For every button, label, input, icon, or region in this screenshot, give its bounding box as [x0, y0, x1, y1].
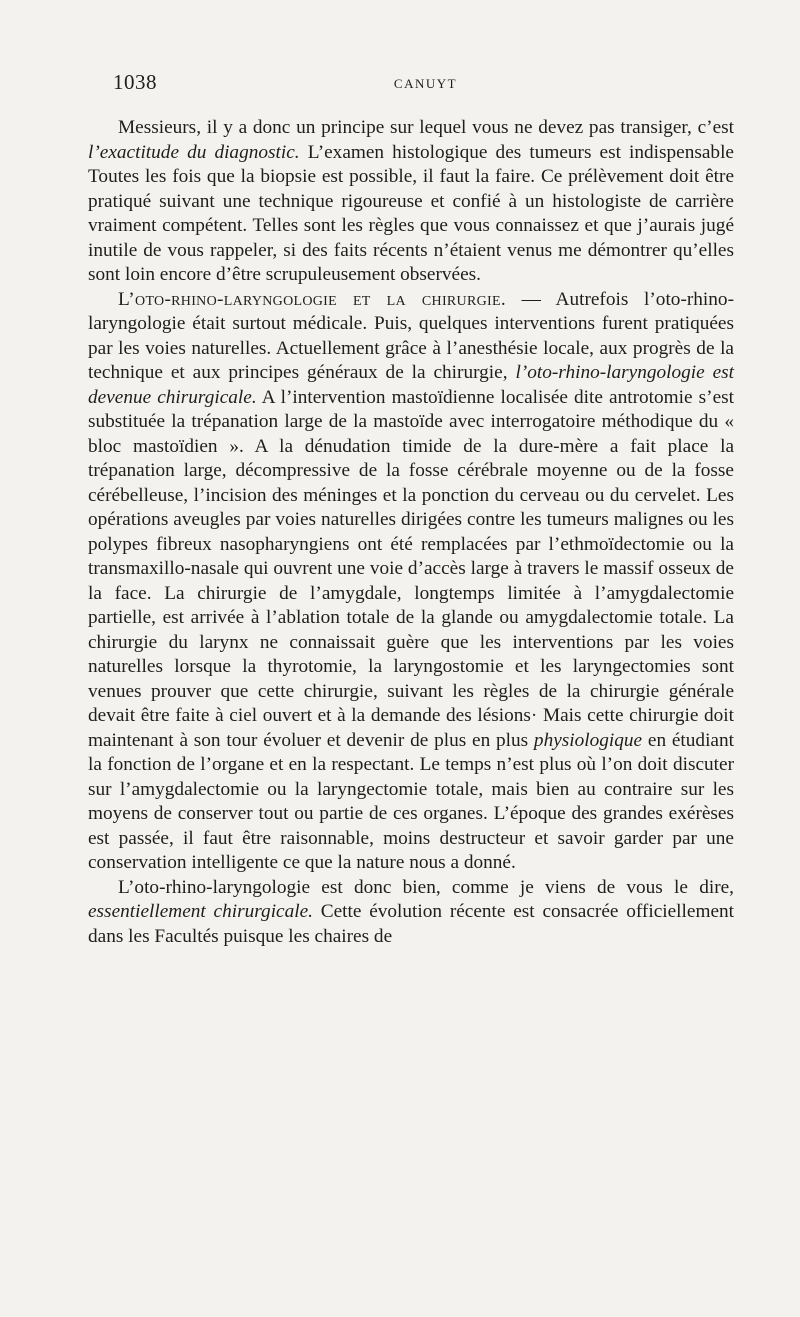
section-heading: L’oto-rhino-laryngologie et la chirurgie.: [118, 288, 506, 310]
text-run: L’examen histologique des tumeurs est indispensable Toutes les fois que la biopsie est possible, il faut la faire. Ce prélèvement doit être pratiqué suivant une technique rigoureuse et confié à un histologiste de carrière vraiment compétent. Telles sont les règles que vous connaissez et que j’aurais jugé inutile de vous rappeler, si des faits récents n’étaient venus me démontrer qu’elles sont loin encore d’être scrupuleusement observées.: [88, 141, 734, 285]
text-run: Messieurs, il y a donc un principe sur lequel vous ne devez pas transiger, c’est: [118, 117, 734, 138]
text-run: en étudiant la fonction de l’organe et en la respectant. Le temps n’est plus où l’on doit discuter sur l’amygdalectomie ou la laryngectomie totale, mais bien au contraire sur les moyens de conserver tout ou partie de ces organes. L’époque des grandes exérèses est passée, il faut être raisonnable, moins destructeur et savoir garder par une conservation intelligente ce que la nature nous a donné.: [88, 729, 734, 873]
body-text: [88, 116, 734, 949]
text-run: A l’intervention mastoïdienne localisée dite antrotomie s’est substituée la trépanation large de la mastoïde avec interrogatoire méthodique du « bloc mastoïdien ». A la dénudation timide de la dure-mère a fait place la trépanation large, décompressive de la fosse cérébrale moyenne ou de la fosse cérébelleuse, l’incision des méninges et la ponction du cerveau ou du cervelet. Les opérations aveugles par voies naturelles dirigées contre les tumeurs malignes ou les polypes fibreux nasopharyngiens ont été remplacées par l’ethmoïdectomie ou la transmaxillo-nasale qui ouvrent une voie d’accès large à travers le massif osseux de la face. La chirurgie de l’amygdale, longtemps limitée à l’amygdalectomie partielle, est arrivée à l’ablation totale de la glande ou amygdalectomie totale. La chirurgie du larynx ne connaissait guère que les interventions par les voies naturelles lorsque la thyrotomie, la laryngostomie et les laryngectomies sont venues prouver que cette chirurgie, suivant les règles de la chirurgie générale devait être faite à ciel ouvert et à la demande des lésions· Mais cette chirurgie doit maintenant à son tour évoluer et devenir de plus en plus: [88, 386, 734, 751]
running-head: CANUYT: [393, 76, 458, 91]
text-run: — Autrefois l’oto-rhino-laryngologie était surtout médicale. Puis, quelques interventions furent pratiquées par les voies naturelles. Actuellement grâce à l’anesthésie locale, aux progrès de la technique et aux principes généraux de la chirurgie,: [88, 288, 734, 383]
italic-run: physiologique: [533, 729, 643, 751]
paragraph-2: [88, 288, 734, 876]
page-header: [113, 70, 738, 100]
page-number: 1038: [113, 70, 157, 94]
paragraph-3: [88, 876, 734, 950]
text-run: L’oto-rhino-laryngologie est donc bien, comme je viens de vous le dire,: [118, 876, 734, 898]
italic-run: l’oto-rhino-laryngologie est devenue chirurgicale.: [88, 362, 735, 408]
paragraph-1: [88, 116, 734, 288]
italic-run: l’exactitude du diagnostic.: [88, 141, 300, 163]
text-run: Cette évolution récente est consacrée officiellement dans les Facultés puisque les chaires de: [88, 901, 734, 947]
italic-run: essentiellement chirurgicale.: [88, 901, 313, 922]
